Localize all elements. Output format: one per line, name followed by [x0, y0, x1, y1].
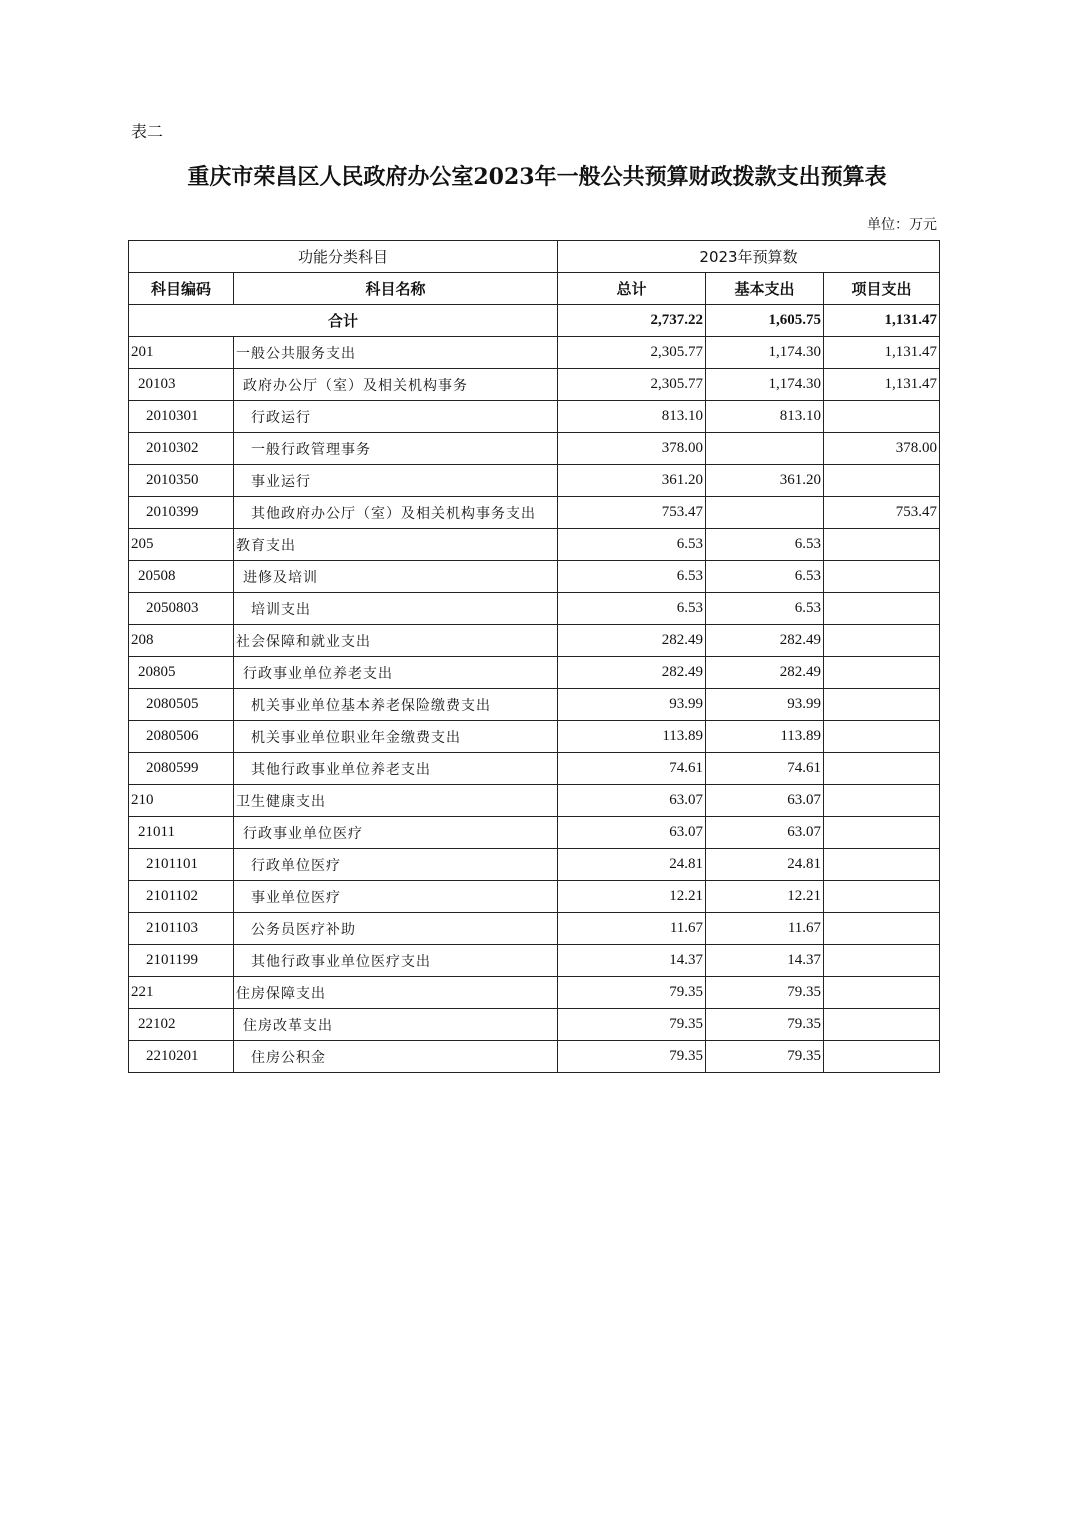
- row-code: 221: [129, 977, 234, 1009]
- row-code: 2010302: [129, 433, 234, 465]
- row-total: 6.53: [558, 561, 706, 593]
- table-row: [129, 721, 940, 753]
- row-name: 卫生健康支出: [234, 785, 558, 817]
- row-basic: 813.10: [706, 401, 824, 433]
- table-row: [129, 497, 940, 529]
- table-row: [129, 369, 940, 401]
- row-total: 24.81: [558, 849, 706, 881]
- row-total: 813.10: [558, 401, 706, 433]
- row-total: 753.47: [558, 497, 706, 529]
- total-row: [129, 305, 940, 337]
- row-basic: 6.53: [706, 529, 824, 561]
- row-name: 事业单位医疗: [234, 881, 558, 913]
- header-name: 科目名称: [234, 273, 558, 305]
- table-row: [129, 881, 940, 913]
- row-project: [824, 849, 940, 881]
- table-row: [129, 401, 940, 433]
- table-row: [129, 753, 940, 785]
- row-basic: 1,174.30: [706, 369, 824, 401]
- row-name: 一般行政管理事务: [234, 433, 558, 465]
- row-basic: 24.81: [706, 849, 824, 881]
- row-total: 6.53: [558, 529, 706, 561]
- header-row-columns: [129, 273, 940, 305]
- budget-table: [128, 240, 940, 1073]
- row-project: 753.47: [824, 497, 940, 529]
- row-code: 2010301: [129, 401, 234, 433]
- row-code: 2210201: [129, 1041, 234, 1073]
- row-total: 2,305.77: [558, 337, 706, 369]
- header-project: 项目支出: [824, 273, 940, 305]
- row-project: [824, 881, 940, 913]
- row-basic: 74.61: [706, 753, 824, 785]
- total-total: 2,737.22: [558, 305, 706, 337]
- row-name: 行政事业单位医疗: [234, 817, 558, 849]
- row-project: [824, 561, 940, 593]
- row-total: 2,305.77: [558, 369, 706, 401]
- row-basic: 63.07: [706, 785, 824, 817]
- row-name: 社会保障和就业支出: [234, 625, 558, 657]
- table-row: [129, 785, 940, 817]
- row-project: [824, 945, 940, 977]
- table-row: [129, 625, 940, 657]
- row-project: 1,131.47: [824, 369, 940, 401]
- row-name: 事业运行: [234, 465, 558, 497]
- row-code: 210: [129, 785, 234, 817]
- row-project: [824, 1009, 940, 1041]
- row-code: 2101102: [129, 881, 234, 913]
- row-total: 74.61: [558, 753, 706, 785]
- row-code: 22102: [129, 1009, 234, 1041]
- row-project: [824, 401, 940, 433]
- row-name: 住房公积金: [234, 1041, 558, 1073]
- total-label: 合计: [129, 305, 558, 337]
- table-row: [129, 593, 940, 625]
- header-code: 科目编码: [129, 273, 234, 305]
- row-basic: 14.37: [706, 945, 824, 977]
- row-name: 其他行政事业单位医疗支出: [234, 945, 558, 977]
- header-row-group: [129, 241, 940, 273]
- row-total: 282.49: [558, 625, 706, 657]
- row-basic: 63.07: [706, 817, 824, 849]
- row-name: 行政单位医疗: [234, 849, 558, 881]
- row-code: 205: [129, 529, 234, 561]
- row-code: 201: [129, 337, 234, 369]
- row-code: 21011: [129, 817, 234, 849]
- row-name: 机关事业单位职业年金缴费支出: [234, 721, 558, 753]
- row-project: [824, 465, 940, 497]
- table-row: [129, 689, 940, 721]
- row-code: 20103: [129, 369, 234, 401]
- table-row: [129, 913, 940, 945]
- total-basic: 1,605.75: [706, 305, 824, 337]
- row-basic: [706, 497, 824, 529]
- row-project: 378.00: [824, 433, 940, 465]
- row-project: [824, 753, 940, 785]
- row-name: 行政事业单位养老支出: [234, 657, 558, 689]
- row-basic: 79.35: [706, 1009, 824, 1041]
- table-row: [129, 433, 940, 465]
- row-name: 其他政府办公厅（室）及相关机构事务支出: [234, 497, 558, 529]
- row-name: 行政运行: [234, 401, 558, 433]
- row-basic: 1,174.30: [706, 337, 824, 369]
- row-code: 208: [129, 625, 234, 657]
- row-code: 2050803: [129, 593, 234, 625]
- row-project: [824, 689, 940, 721]
- table-row: [129, 977, 940, 1009]
- page-title: 重庆市荣昌区人民政府办公室2023年一般公共预算财政拨款支出预算表: [187, 164, 887, 190]
- row-code: 2010350: [129, 465, 234, 497]
- total-project: 1,131.47: [824, 305, 940, 337]
- table-row: [129, 529, 940, 561]
- unit-label: 单位：万元: [867, 217, 937, 233]
- table-row: [129, 945, 940, 977]
- row-name: 培训支出: [234, 593, 558, 625]
- row-project: [824, 977, 940, 1009]
- row-code: 2101103: [129, 913, 234, 945]
- row-name: 住房保障支出: [234, 977, 558, 1009]
- row-total: 378.00: [558, 433, 706, 465]
- row-total: 361.20: [558, 465, 706, 497]
- row-code: 2101101: [129, 849, 234, 881]
- row-basic: 11.67: [706, 913, 824, 945]
- row-name: 公务员医疗补助: [234, 913, 558, 945]
- header-total: 总计: [558, 273, 706, 305]
- table-row: [129, 817, 940, 849]
- row-total: 63.07: [558, 785, 706, 817]
- row-project: [824, 785, 940, 817]
- row-total: 282.49: [558, 657, 706, 689]
- table-row: [129, 561, 940, 593]
- table-number: 表二: [131, 122, 164, 141]
- row-name: 一般公共服务支出: [234, 337, 558, 369]
- row-basic: 6.53: [706, 593, 824, 625]
- row-name: 其他行政事业单位养老支出: [234, 753, 558, 785]
- row-basic: 282.49: [706, 625, 824, 657]
- table-row: [129, 465, 940, 497]
- table-row: [129, 657, 940, 689]
- row-project: [824, 721, 940, 753]
- row-project: [824, 817, 940, 849]
- header-budget-year: 2023年预算数: [558, 241, 940, 273]
- row-basic: [706, 433, 824, 465]
- row-code: 2101199: [129, 945, 234, 977]
- header-func-category: 功能分类科目: [129, 241, 558, 273]
- row-project: 1,131.47: [824, 337, 940, 369]
- header-basic: 基本支出: [706, 273, 824, 305]
- row-total: 113.89: [558, 721, 706, 753]
- row-name: 教育支出: [234, 529, 558, 561]
- row-project: [824, 593, 940, 625]
- row-name: 机关事业单位基本养老保险缴费支出: [234, 689, 558, 721]
- row-project: [824, 657, 940, 689]
- row-basic: 282.49: [706, 657, 824, 689]
- table-row: [129, 849, 940, 881]
- row-project: [824, 529, 940, 561]
- row-total: 79.35: [558, 1041, 706, 1073]
- row-basic: 79.35: [706, 977, 824, 1009]
- row-name: 政府办公厅（室）及相关机构事务: [234, 369, 558, 401]
- row-basic: 93.99: [706, 689, 824, 721]
- row-total: 93.99: [558, 689, 706, 721]
- row-name: 住房改革支出: [234, 1009, 558, 1041]
- row-project: [824, 625, 940, 657]
- row-code: 2080506: [129, 721, 234, 753]
- row-total: 79.35: [558, 1009, 706, 1041]
- row-total: 63.07: [558, 817, 706, 849]
- row-total: 6.53: [558, 593, 706, 625]
- row-project: [824, 1041, 940, 1073]
- row-code: 2010399: [129, 497, 234, 529]
- row-name: 进修及培训: [234, 561, 558, 593]
- row-code: 2080599: [129, 753, 234, 785]
- row-total: 11.67: [558, 913, 706, 945]
- table-row: [129, 337, 940, 369]
- row-project: [824, 913, 940, 945]
- row-total: 79.35: [558, 977, 706, 1009]
- row-total: 12.21: [558, 881, 706, 913]
- table-row: [129, 1041, 940, 1073]
- row-basic: 79.35: [706, 1041, 824, 1073]
- row-code: 20508: [129, 561, 234, 593]
- row-basic: 361.20: [706, 465, 824, 497]
- row-basic: 113.89: [706, 721, 824, 753]
- row-total: 14.37: [558, 945, 706, 977]
- table-row: [129, 1009, 940, 1041]
- row-basic: 6.53: [706, 561, 824, 593]
- row-code: 2080505: [129, 689, 234, 721]
- row-code: 20805: [129, 657, 234, 689]
- row-basic: 12.21: [706, 881, 824, 913]
